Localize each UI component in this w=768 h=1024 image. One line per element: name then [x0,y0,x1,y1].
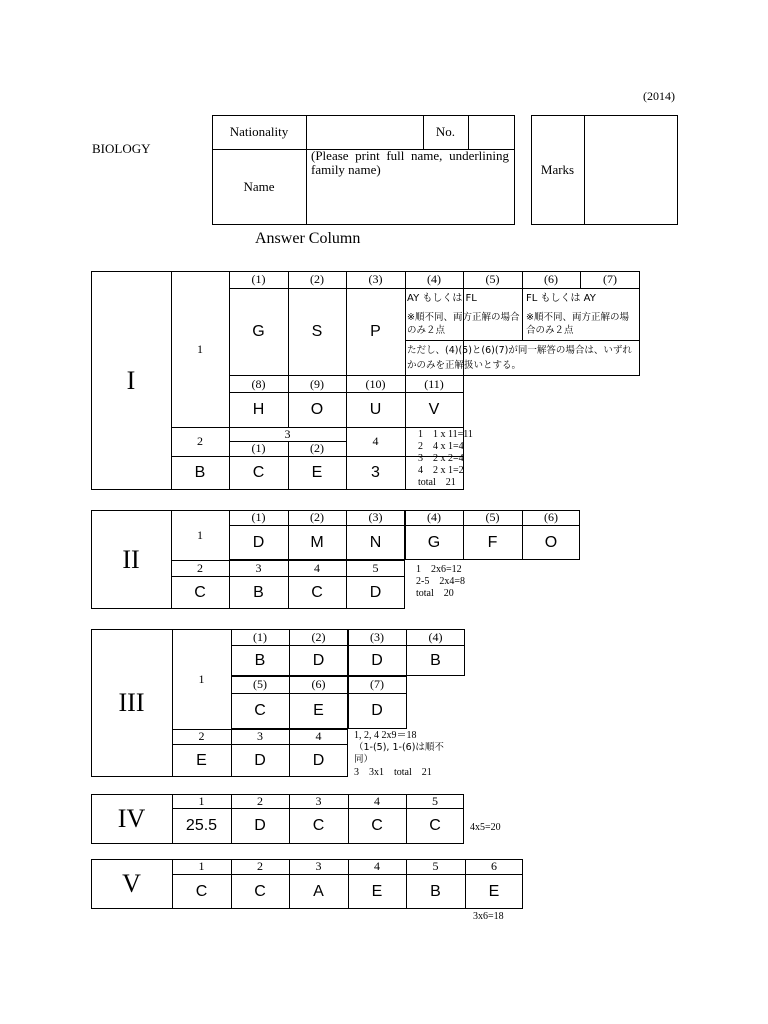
answer-cell: B [194,464,206,481]
answer-cell: 25.5 [185,817,218,834]
scoring-line: 同） [354,754,374,765]
answer-cell: B [430,651,441,669]
subject-title: BIOLOGY [92,141,151,156]
answer-cell: D [371,651,383,669]
number-label: (3) [370,629,384,644]
marks-field[interactable] [584,115,678,225]
number-label: 5 [372,560,379,575]
answer-cell: D [312,651,325,669]
number-label: (1) [251,510,266,524]
name-instruction: (Please print full name, underlining family name) [311,148,509,177]
answer-cell: C [254,702,266,719]
answer-cell: B [254,651,266,669]
number-label: 3 [315,859,322,873]
answer-cell: E [488,882,500,900]
answer-cell: P [370,323,381,340]
number-label: 5 [432,859,439,873]
no-label: No. [435,124,456,139]
answer-cell: E [313,702,324,719]
scoring-line: total 20 [416,588,454,599]
answer-6-7: FL もしくは AY [526,293,596,304]
number-label: (4) [427,510,441,524]
name-label: Name [243,179,275,194]
answer-cell: C [312,817,325,834]
answer-cell: 3 [371,464,380,481]
section-4-roman: IV [117,804,146,833]
number-label: (4) [427,272,441,286]
answer-cell: D [371,702,383,719]
section-1-roman: I [126,365,136,395]
scoring-line: 3x6=18 [473,911,504,922]
answer-cell: F [487,533,498,551]
number-label: (5) [485,510,500,524]
answer-cell: D [254,751,266,769]
number-label: (8) [251,376,266,391]
no-field[interactable] [468,115,515,149]
note-6-7: ※順不同、両方正解の場合のみ２点 [526,312,629,336]
marks-label: Marks [540,162,575,177]
answer-cell: U [369,400,382,418]
answer-cell: C [195,882,208,900]
answer-cell: N [369,533,382,551]
number-label: (11) [424,376,444,391]
number-label: 4 [374,793,380,808]
answer-cell: H [252,400,265,418]
number-label: 1 [198,859,205,873]
number-label: (1) [251,272,266,286]
answer-cell: E [311,464,323,481]
note-4-5: ※順不同、両方正解の場合のみ２点 [407,312,520,336]
scoring-line: （1-(5), 1-(6)は順不 [354,742,444,753]
nationality-field[interactable] [306,115,423,149]
number-label: 2 [197,560,203,575]
scoring-line: 3 3x1 total 21 [354,767,432,778]
answer-cell: D [254,817,266,834]
answer-cell: S [311,323,323,340]
answer-cell: D [369,583,382,601]
number-label: 2 [257,859,263,873]
answer-4-5: AY もしくは FL [407,293,477,304]
answer-cell: V [428,400,440,418]
number-label: (10) [365,376,386,391]
answer-cell: D [312,751,325,769]
section-2-roman: II [122,544,140,574]
answer-cell: B [430,882,441,900]
number-label: 4 [314,560,320,575]
answer-cell: C [252,464,265,481]
number-label: (4) [428,629,443,644]
question-1-label: 1 [197,341,203,356]
number-label: 4 [374,859,380,873]
scoring-line: 2-5 2x4=8 [416,576,465,587]
year-label: (2014) [643,89,675,103]
question-4-label: 4 [372,434,379,448]
scoring-line: 1 1 x 11=11 [418,429,473,440]
question-3-label: 3 [284,426,291,441]
answer-cell: B [253,583,264,601]
number-label: 2 [198,729,205,743]
answer-cell: E [196,751,207,769]
nationality-label: Nationality [229,124,289,139]
scoring-line: 4x5=20 [470,822,501,833]
answer-cell: O [310,400,324,418]
answer-column-title: Answer Column [255,230,361,247]
number-label: (2) [310,441,324,455]
scoring-line: 1, 2, 4 2x9＝18 [354,730,417,741]
scoring-line: 4 2 x 1=2 [418,465,464,476]
note-common: ただし、(4)(5)と(6)(7)が同一解答の場合は、いずれかのみを正解扱いとする。 [407,345,632,371]
number-label: (3) [368,510,383,524]
answer-cell: O [544,533,558,551]
number-label: (7) [603,272,617,286]
answer-cell: C [371,817,383,834]
answer-cell: D [252,533,265,551]
answer-cell: C [311,583,323,601]
number-label: (5) [253,677,267,691]
number-label: (2) [310,510,324,524]
number-label: 2 [257,793,263,808]
number-label: 3 [255,560,262,575]
answer-cell: M [310,533,324,551]
answer-cell: C [254,882,266,900]
answer-cell: G [427,533,441,551]
answer-cell: G [252,323,265,340]
number-label: 1 [198,793,205,808]
number-label: 4 [315,729,322,743]
number-label: (1) [251,441,266,455]
number-label: 6 [491,859,497,873]
scoring-line: total 21 [418,477,456,488]
question-2-label: 2 [197,434,203,448]
section-5-roman: V [122,869,141,898]
number-label: (2) [310,272,324,286]
number-label: (1) [253,629,267,644]
number-label: 3 [315,793,322,808]
scoring-line: 1 2x6=12 [416,564,462,575]
name-field[interactable] [306,180,515,224]
number-label: (6) [311,677,326,691]
scoring-line: 2 4 x 1=4 [418,441,464,452]
answer-cell: E [371,882,383,900]
question-1-label: 1 [198,671,205,686]
question-1-label: 1 [197,527,203,542]
number-label: (3) [368,272,383,286]
number-label: (5) [485,272,500,286]
number-label: 5 [432,793,438,808]
answer-cell: A [313,882,324,900]
answer-cell: C [194,583,206,601]
number-label: (2) [311,629,326,644]
answer-cell: C [429,817,441,834]
section-3-roman: III [118,688,145,717]
number-label: (6) [544,510,558,524]
number-label: (9) [310,376,324,391]
number-label: (7) [370,677,384,691]
number-label: (6) [544,272,558,286]
scoring-line: 3 2 x 2=4 [418,453,464,464]
number-label: 3 [257,729,263,743]
